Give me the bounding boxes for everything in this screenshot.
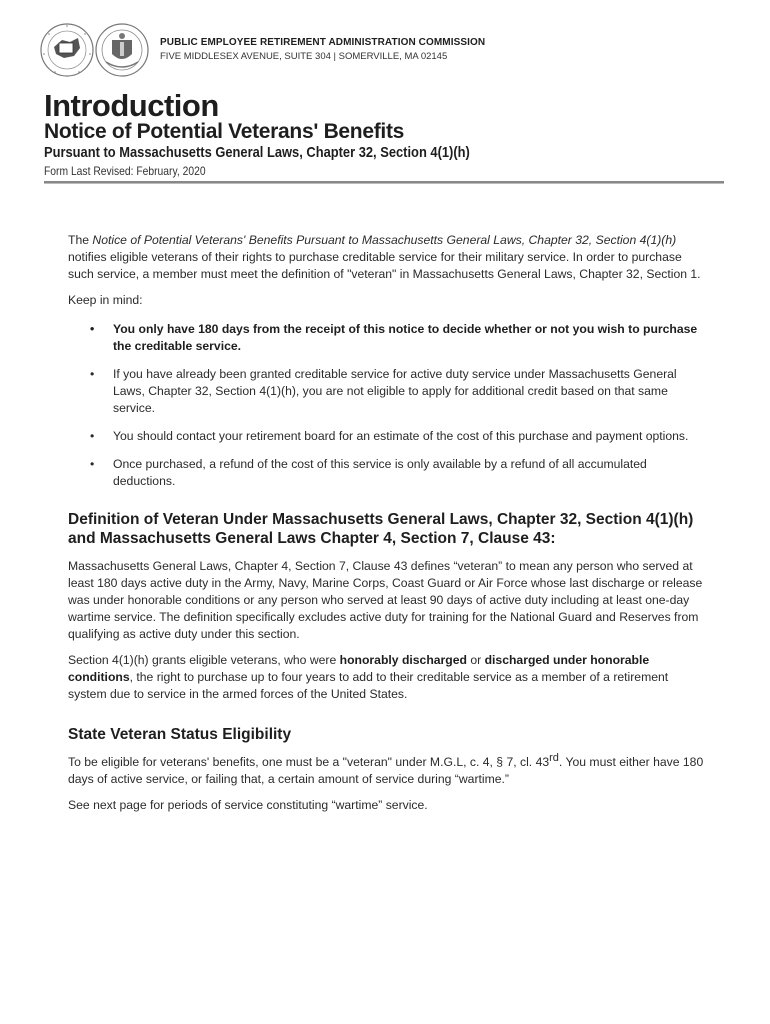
document-body	[68, 232, 704, 823]
keep-in-mind-label: Keep in mind:	[68, 293, 143, 307]
definition-heading: Definition of Veteran Under Massachusetts General Laws, Chapter 32, Section 4(1)(h) and Massachusetts General Laws Chapter 4, Section 7, Clause 43:	[68, 511, 694, 547]
agency-name: PUBLIC EMPLOYEE RETIREMENT ADMINISTRATION COMMISSION	[160, 37, 486, 48]
honorably-discharged-term: honorably discharged	[339, 653, 467, 667]
keep-in-mind-list	[68, 321, 704, 490]
eligibility-heading: State Veteran Status Eligibility	[68, 726, 292, 743]
bullet-icon: •	[90, 322, 95, 336]
notice-title: Notice of Potential Veterans' Benefits	[44, 120, 405, 143]
perac-seal-icon	[41, 24, 93, 76]
eligibility-paragraph: To be eligible for veterans' benefits, one must be a "veteran" under M.G.L, c. 4, § 7, cl. 43rd. You must either have 180 days of active service, or failing that, a certain amount of service during “wartime.”	[68, 751, 704, 786]
page-title: Introduction	[44, 88, 219, 123]
definition-paragraph: Massachusetts General Laws, Chapter 4, Section 7, Clause 43 defines “veteran” to mean any person who served at least 180 days active duty in the Army, Navy, Marine Corps, Coast Guard or Air Force whose last discharge or release was under honorable conditions or any person who served at least 90 days of active duty including at least one-day wartime service. The definition specifically excludes active duty for training for the National Guard and Reserves from qualifying as active duty under this section.	[68, 559, 703, 641]
form-revised-date: Form Last Revised: February, 2020	[44, 164, 206, 178]
bullet-icon: •	[90, 429, 95, 443]
header-divider	[44, 181, 724, 184]
intro-paragraph: The Notice of Potential Veterans' Benefits Pursuant to Massachusetts General Laws, Chapter 32, Section 4(1)(h) notifies eligible veterans of their rights to purchase creditable service for their military service. In order to purchase such service, a member must meet the definition of "veteran" in Massachusetts General Laws, Chapter 32, Section 1.	[68, 233, 701, 281]
bullet-icon: •	[90, 367, 95, 381]
discharged-honorable-term: discharged under honorable conditions	[68, 653, 650, 684]
list-item: • If you have already been granted creditable service for active duty service under Massachusetts General Laws, Chapter 32, Section 4(1)(h), you are not eligible to apply for additional credit based on that same service.	[90, 367, 677, 415]
list-item: • Once purchased, a refund of the cost of this service is only available by a refund of all accumulated deductions.	[90, 457, 647, 488]
next-page-note: See next page for periods of service constituting “wartime” service.	[68, 798, 428, 812]
commonwealth-seal-icon	[96, 24, 148, 76]
notice-title-italic: Notice of Potential Veterans' Benefits Pursuant to Massachusetts General Laws, Chapter 32, Section 4(1)(h)	[92, 233, 677, 247]
section-grant-paragraph: Section 4(1)(h) grants eligible veterans, who were honorably discharged or discharged under honorable conditions, the right to purchase up to four years to add to their creditable service as a member of a retirement system due to service in the armed forces of the United States.	[68, 653, 669, 701]
agency-address: FIVE MIDDLESEX AVENUE, SUITE 304 | SOMERVILLE, MA 02145	[160, 51, 448, 62]
list-item: • You only have 180 days from the receipt of this notice to decide whether or not you wish to purchase the creditable service.	[90, 322, 698, 353]
agency-block	[160, 37, 485, 62]
list-item: • You should contact your retirement board for an estimate of the cost of this purchase and payment options.	[90, 429, 689, 443]
ordinal-superscript: rd	[549, 751, 559, 764]
bullet-icon: •	[90, 457, 95, 471]
pursuant-subtitle: Pursuant to Massachusetts General Laws, Chapter 32, Section 4(1)(h)	[44, 144, 470, 161]
agency-seals-logo	[40, 22, 152, 78]
